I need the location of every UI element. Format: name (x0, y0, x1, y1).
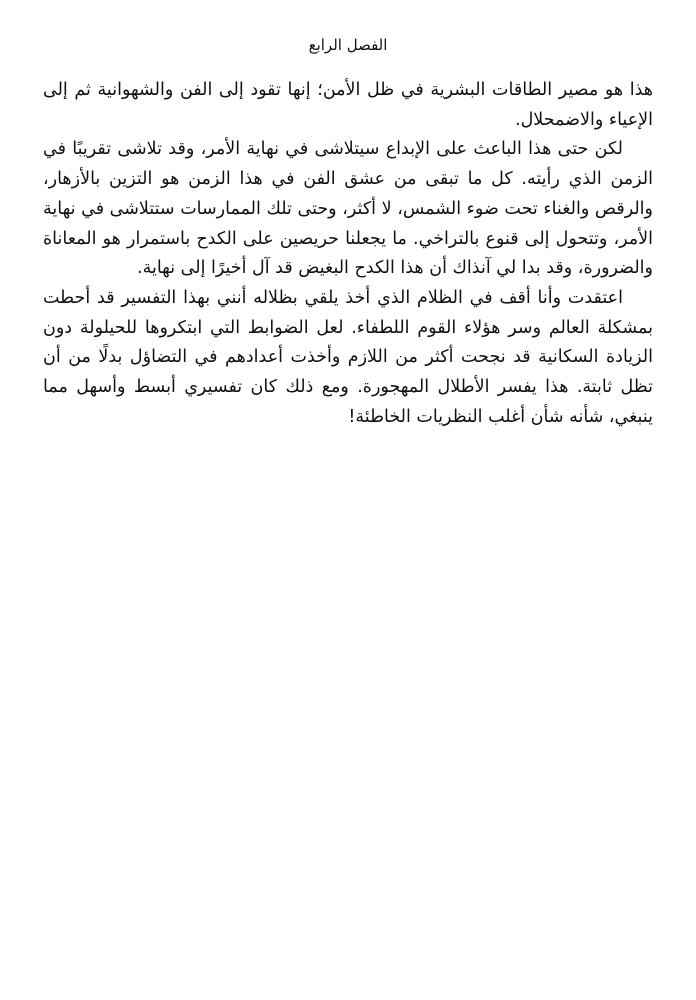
chapter-title: الفصل الرابع (308, 36, 388, 54)
body-text (43, 76, 653, 432)
paragraph-1: هذا هو مصير الطاقات البشرية في ظل الأمن؛ إنها تقود إلى الفن والشهوانية ثم إلى الإعياء والاضمحلال. (43, 80, 653, 130)
paragraph-2: لكن حتى هذا الباعث على الإبداع سيتلاشى في نهاية الأمر، وقد تلاشى تقريبًا في الزمن الذي رأيته. كل ما تبقى من عشق الفن في هذا الزمن هو التزين بالأزهار، والرقص والغناء تحت ضوء الشمس، لا أكثر، وحتى تلك الممارسات ستتلاشى في نهاية الأمر، وتتحول إلى قنوع بالتراخي. ما يجعلنا حريصين على الكدح باستمرار هو المعاناة والضرورة، وقد بدا لي آنذاك أن هذا الكدح البغيض قد آل أخيرًا إلى نهاية. (43, 139, 653, 279)
paragraph-3: اعتقدت وأنا أقف في الظلام الذي أخذ يلقي بظلاله أنني بهذا التفسير قد أحطت بمشكلة العالم وسر هؤلاء القوم اللطفاء. لعل الضوابط التي ابتكروها للحيلولة دون الزيادة السكانية قد نجحت أكثر من اللازم وأخذت أعدادهم في التضاؤل بدلًا من أن تظل ثابتة. هذا يفسر الأطلال المهجورة. ومع ذلك كان تفسيري أبسط وأسهل مما ينبغي، شأنه شأن أغلب النظريات الخاطئة! (43, 287, 653, 427)
